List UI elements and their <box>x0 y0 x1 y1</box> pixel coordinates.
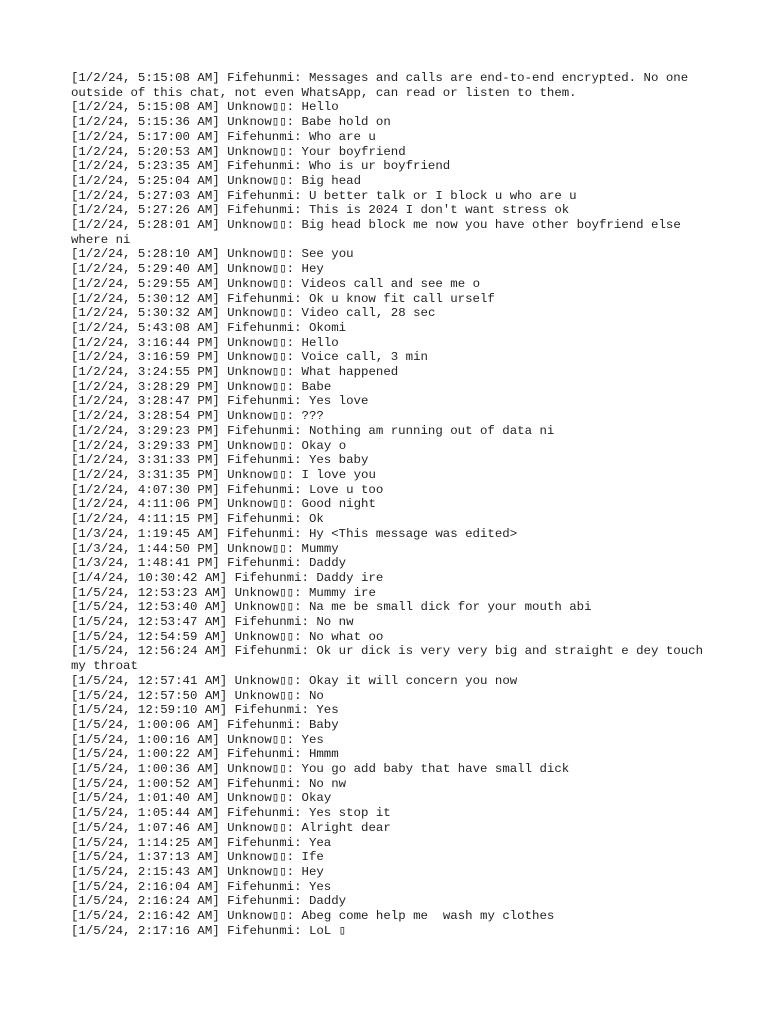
chat-line: [1/2/24, 5:23:35 AM] Fifehunmi: Who is ur boyfriend <box>71 159 451 174</box>
chat-line: [1/2/24, 5:29:40 AM] Unknow▯▯: Hey <box>71 262 324 277</box>
chat-transcript <box>71 71 711 938</box>
chat-line: [1/2/24, 3:24:55 PM] Unknow▯▯: What happened <box>71 365 399 380</box>
chat-line: [1/5/24, 1:00:06 AM] Fifehunmi: Baby <box>71 717 339 732</box>
chat-line: [1/5/24, 1:37:13 AM] Unknow▯▯: Ife <box>71 850 324 865</box>
chat-line: [1/2/24, 5:28:10 AM] Unknow▯▯: See you <box>71 247 354 262</box>
chat-line: [1/5/24, 12:53:23 AM] Unknow▯▯: Mummy ire <box>71 585 376 600</box>
chat-line: [1/2/24, 3:28:47 PM] Fifehunmi: Yes love <box>71 394 369 409</box>
chat-line: [1/5/24, 1:07:46 AM] Unknow▯▯: Alright dear <box>71 820 391 835</box>
chat-line: [1/5/24, 12:57:50 AM] Unknow▯▯: No <box>71 688 324 703</box>
chat-line: [1/2/24, 4:07:30 PM] Fifehunmi: Love u too <box>71 482 384 497</box>
chat-line: [1/2/24, 5:25:04 AM] Unknow▯▯: Big head <box>71 173 362 188</box>
chat-line: [1/5/24, 1:00:52 AM] Fifehunmi: No nw <box>71 776 347 791</box>
chat-line: [1/2/24, 5:30:12 AM] Fifehunmi: Ok u know fit call urself <box>71 291 495 306</box>
chat-line: [1/2/24, 5:17:00 AM] Fifehunmi: Who are u <box>71 129 376 144</box>
chat-line: [1/2/24, 5:15:36 AM] Unknow▯▯: Babe hold on <box>71 115 391 130</box>
chat-line: [1/5/24, 12:59:10 AM] Fifehunmi: Yes <box>71 703 339 718</box>
chat-line: [1/2/24, 5:28:01 AM] Unknow▯▯: Big head block me now you have other boyfriend else where ni <box>71 218 689 247</box>
chat-line: [1/2/24, 3:16:59 PM] Unknow▯▯: Voice call, 3 min <box>71 350 428 365</box>
chat-line: [1/2/24, 3:29:23 PM] Fifehunmi: Nothing am running out of data ni <box>71 423 555 438</box>
chat-line: [1/5/24, 1:14:25 AM] Fifehunmi: Yea <box>71 835 332 850</box>
chat-line: [1/5/24, 12:56:24 AM] Fifehunmi: Ok ur dick is very very big and straight e dey touch my throat <box>71 644 711 674</box>
chat-line: [1/5/24, 2:16:24 AM] Fifehunmi: Daddy <box>71 894 347 909</box>
chat-line: [1/3/24, 1:48:41 PM] Fifehunmi: Daddy <box>71 556 347 571</box>
chat-line: [1/5/24, 1:00:36 AM] Unknow▯▯: You go add baby that have small dick <box>71 762 570 777</box>
chat-line: [1/2/24, 3:28:29 PM] Unknow▯▯: Babe <box>71 379 332 394</box>
chat-line: [1/4/24, 10:30:42 AM] Fifehunmi: Daddy ire <box>71 570 384 585</box>
chat-line: [1/5/24, 12:53:40 AM] Unknow▯▯: Na me be small dick for your mouth abi <box>71 600 592 615</box>
chat-line: [1/2/24, 4:11:06 PM] Unknow▯▯: Good night <box>71 497 376 512</box>
chat-line: [1/5/24, 12:54:59 AM] Unknow▯▯: No what oo <box>71 629 384 644</box>
chat-line: [1/2/24, 5:15:08 AM] Fifehunmi: Messages and calls are end-to-end encrypted. No one outside of this chat, not even WhatsApp, can read or listen to them. <box>71 71 696 100</box>
chat-line: [1/5/24, 1:05:44 AM] Fifehunmi: Yes stop it <box>71 806 391 821</box>
chat-line: [1/2/24, 5:27:03 AM] Fifehunmi: U better talk or I block u who are u <box>71 188 577 203</box>
chat-line: [1/5/24, 1:00:22 AM] Fifehunmi: Hmmm <box>71 747 339 762</box>
chat-line: [1/5/24, 12:53:47 AM] Fifehunmi: No nw <box>71 615 354 630</box>
chat-line: [1/2/24, 3:31:35 PM] Unknow▯▯: I love you <box>71 467 376 482</box>
chat-line: [1/5/24, 2:16:42 AM] Unknow▯▯: Abeg come help me wash my clothes <box>71 909 555 924</box>
chat-line: [1/2/24, 3:29:33 PM] Unknow▯▯: Okay o <box>71 438 347 453</box>
chat-line: [1/2/24, 3:31:33 PM] Fifehunmi: Yes baby <box>71 453 369 468</box>
chat-line: [1/2/24, 5:30:32 AM] Unknow▯▯: Video call, 28 sec <box>71 306 436 321</box>
chat-line: [1/2/24, 3:16:44 PM] Unknow▯▯: Hello <box>71 335 339 350</box>
chat-line: [1/5/24, 1:01:40 AM] Unknow▯▯: Okay <box>71 791 332 806</box>
chat-line: [1/5/24, 12:57:41 AM] Unknow▯▯: Okay it will concern you now <box>71 673 518 688</box>
chat-line: [1/5/24, 2:15:43 AM] Unknow▯▯: Hey <box>71 864 324 879</box>
chat-line: [1/5/24, 2:16:04 AM] Fifehunmi: Yes <box>71 879 332 894</box>
chat-line: [1/2/24, 5:15:08 AM] Unknow▯▯: Hello <box>71 100 339 115</box>
chat-line: [1/2/24, 5:20:53 AM] Unknow▯▯: Your boyfriend <box>71 144 406 159</box>
chat-line: [1/3/24, 1:19:45 AM] Fifehunmi: Hy <This message was edited> <box>71 526 518 541</box>
chat-line: [1/2/24, 5:29:55 AM] Unknow▯▯: Videos call and see me o <box>71 276 481 291</box>
chat-line: [1/2/24, 5:43:08 AM] Fifehunmi: Okomi <box>71 320 347 335</box>
chat-line: [1/5/24, 1:00:16 AM] Unknow▯▯: Yes <box>71 732 324 747</box>
chat-line: [1/2/24, 4:11:15 PM] Fifehunmi: Ok <box>71 512 324 527</box>
chat-line: [1/2/24, 3:28:54 PM] Unknow▯▯: ??? <box>71 409 324 424</box>
chat-line: [1/5/24, 2:17:16 AM] Fifehunmi: LoL ▯ <box>71 923 347 938</box>
chat-line: [1/3/24, 1:44:50 PM] Unknow▯▯: Mummy <box>71 541 339 556</box>
chat-line: [1/2/24, 5:27:26 AM] Fifehunmi: This is 2024 I don't want stress ok <box>71 203 570 218</box>
